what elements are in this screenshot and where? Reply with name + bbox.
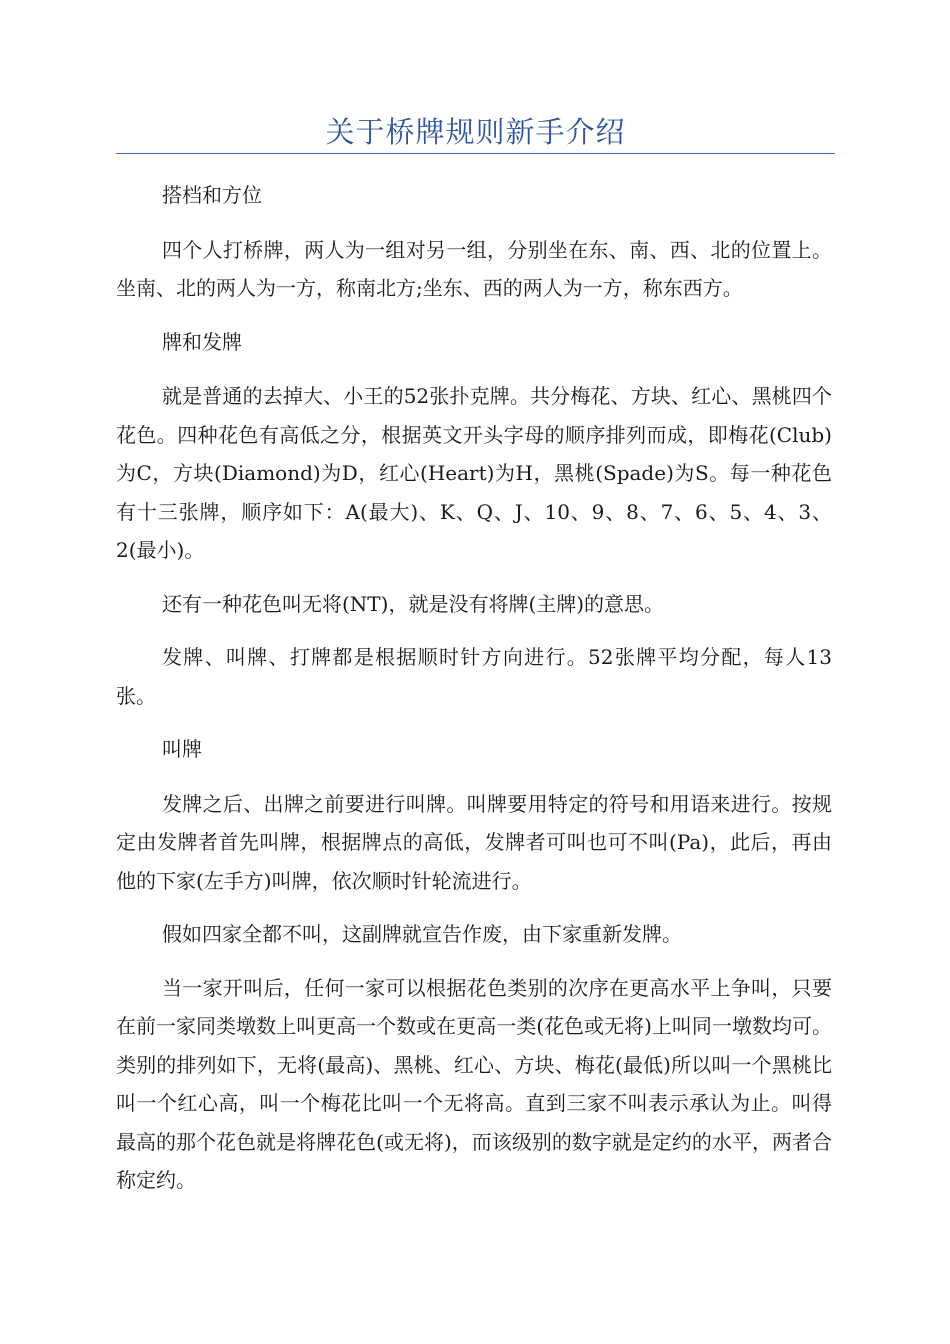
document-body xyxy=(116,176,832,1215)
title-underline xyxy=(116,153,835,154)
paragraph-competitive-bidding: 当一家开叫后，任何一家可以根据花色类别的次序在更高水平上争叫，只要在前一家同类墩数上叫更高一个数或在更高一类(花色或无将)上叫同一墩数均可。类别的排列如下，无将(最高)、黑桃、红心、方块、梅花(最低)所以叫一个黑桃比叫一个红心高，叫一个梅花比叫一个无将高。直到三家不叫表示承认为止。叫得最高的那个花色就是将牌花色(或无将)，而该级别的数字就是定约的水平，两者合称定约。 xyxy=(116,975,832,1192)
paragraph-bidding: 发牌之后、出牌之前要进行叫牌。叫牌要用特定的符号和用语来进行。按规定由发牌者首先叫牌，根据牌点的高低，发牌者可叫也可不叫(Pa)，此后，再由他的下家(左手方)叫牌，依次顺时针轮流进行。 xyxy=(116,791,832,893)
paragraph-partners: 四个人打桥牌，两人为一组对另一组，分别坐在东、南、西、北的位置上。坐南、北的两人为一方，称南北方;坐东、西的两人为一方，称东西方。 xyxy=(116,237,832,300)
paragraph-dealing: 发牌、叫牌、打牌都是根据顺时针方向进行。52张牌平均分配，每人13张。 xyxy=(116,645,832,708)
paragraph-notrump: 还有一种花色叫无将(NT)，就是没有将牌(主牌)的意思。 xyxy=(162,591,665,616)
document-title: 关于桥牌规则新手介绍 xyxy=(325,115,626,149)
section-heading-cards: 牌和发牌 xyxy=(162,329,242,354)
paragraph-cards: 就是普通的去掉大、小王的52张扑克牌。共分梅花、方块、红心、黑桃四个花色。四种花色有高低之分，根据英文开头字母的顺序排列而成，即梅花(Club)为C，方块(Diamond)为D，红心(Heart)为H，黑桃(Spade)为S。每一种花色有十三张牌，顺序如下：A(最大)、K、Q、J、10、9、8、7、6、5、4、3、2(最小)。 xyxy=(116,384,832,562)
section-heading-partners: 搭档和方位 xyxy=(162,183,262,207)
paragraph-all-pass: 假如四家全都不叫，这副牌就宣告作废，由下家重新发牌。 xyxy=(162,922,682,946)
section-heading-bidding: 叫牌 xyxy=(162,737,202,761)
